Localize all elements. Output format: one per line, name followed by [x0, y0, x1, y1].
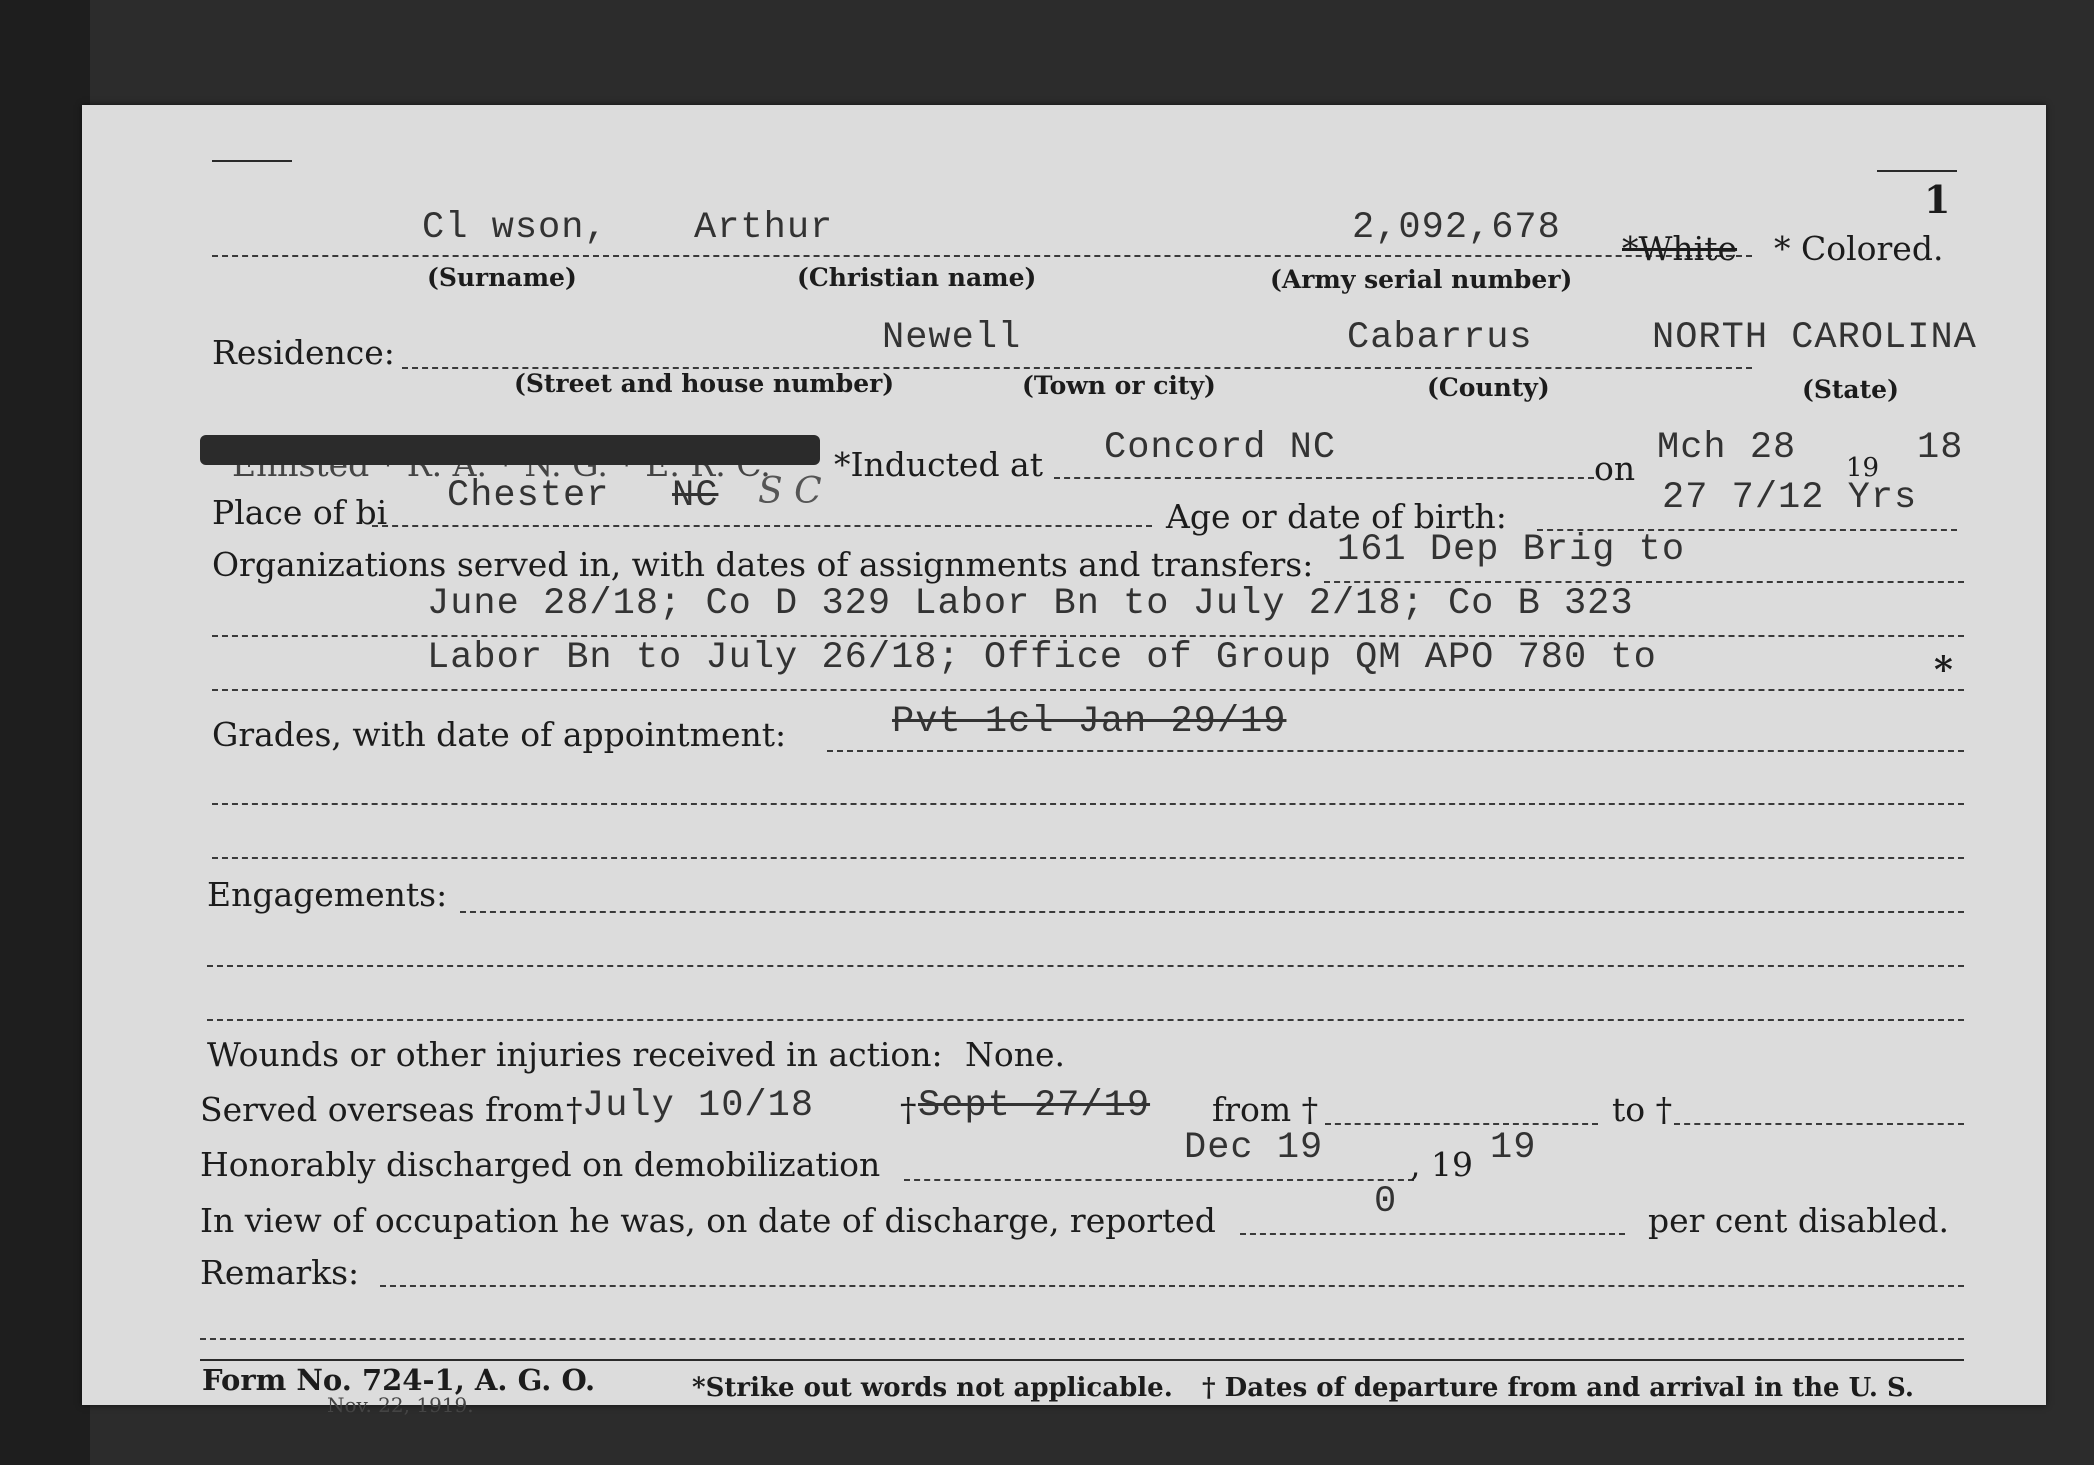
disability-suffix: per cent disabled. — [1648, 1201, 1950, 1240]
induction-date-value: Mch 28 — [1657, 427, 1797, 469]
discharge-year-value: 19 — [1490, 1127, 1537, 1169]
redaction-bar — [200, 435, 820, 465]
remarks-label: Remarks: — [200, 1253, 360, 1292]
birthplace-label: Place of bi — [212, 493, 388, 532]
grades-rule-3 — [212, 857, 1964, 859]
scan-border — [0, 0, 90, 1465]
state-value: NORTH CAROLINA — [1652, 317, 1977, 359]
top-left-mark — [212, 160, 292, 162]
overseas-to-value: Sept 27/19 — [918, 1085, 1151, 1127]
grades-rule-1 — [827, 750, 1964, 752]
induction-place-value: Concord NC — [1104, 427, 1337, 469]
birthplace-handwritten-state: S C — [758, 471, 822, 512]
discharge-label: Honorably discharged on demobilization — [200, 1145, 881, 1184]
wounds-label: Wounds or other injuries received in action: — [207, 1035, 943, 1074]
engagements-rule-1 — [460, 911, 1964, 913]
disability-value: 0 — [1374, 1181, 1398, 1223]
induction-place-rule — [1054, 477, 1594, 479]
on-label: on — [1594, 449, 1636, 488]
engagements-rule-3 — [207, 1019, 1964, 1021]
top-right-mark — [1877, 170, 1957, 172]
town-value: Newell — [882, 317, 1022, 359]
discharge-rule — [904, 1179, 1414, 1181]
race-white-label: *White — [1622, 229, 1738, 268]
serial-number-value: 2,092,678 — [1352, 207, 1561, 249]
grades-rule-2 — [212, 803, 1964, 805]
footnote-strike: *Strike out words not applicable. — [692, 1373, 1173, 1403]
engagements-label: Engagements: — [207, 875, 448, 914]
town-caption: (Town or city) — [1022, 371, 1216, 400]
organizations-line-1: 161 Dep Brig to — [1337, 529, 1686, 571]
christian-name-value: Arthur — [694, 207, 834, 249]
overseas-label: Served overseas from — [200, 1090, 565, 1129]
overseas-dagger-1: † — [566, 1090, 583, 1129]
surname-value: Cl wson, — [422, 207, 608, 249]
card-number: 1 — [1924, 177, 1951, 222]
organizations-label: Organizations served in, with dates of assignments and transfers: — [212, 545, 1314, 584]
organizations-star: * — [1934, 649, 1953, 691]
overseas-from2-rule — [1325, 1123, 1598, 1125]
remarks-rule-2 — [200, 1338, 1964, 1340]
organizations-rule-3 — [212, 689, 1964, 691]
engagements-rule-2 — [207, 965, 1964, 967]
surname-caption: (Surname) — [427, 263, 577, 292]
name-rule — [212, 255, 1752, 257]
form-date: Nov. 22, 1919. — [327, 1393, 474, 1417]
residence-label: Residence: — [212, 333, 395, 372]
birthplace-struck-state: NC — [672, 475, 719, 517]
state-caption: (State) — [1802, 375, 1899, 404]
overseas-to-rule — [1674, 1123, 1964, 1125]
overseas-dagger-2: † — [900, 1090, 917, 1129]
birthplace-rule — [372, 525, 1152, 527]
birthplace-value: Chester — [447, 475, 610, 517]
disability-rule — [1240, 1233, 1625, 1235]
organizations-line-2: June 28/18; Co D 329 Labor Bn to July 2/18; Co B 323 — [427, 583, 1634, 625]
county-caption: (County) — [1427, 373, 1550, 402]
service-record-card — [82, 105, 2046, 1417]
overseas-to-label: to † — [1612, 1090, 1673, 1129]
induction-year-value: 18 — [1917, 427, 1964, 469]
footer-rule — [200, 1359, 1964, 1361]
induction-year-prefix: 19 — [1846, 453, 1880, 483]
remarks-rule-1 — [380, 1285, 1964, 1287]
race-colored-label: * Colored. — [1774, 229, 1944, 268]
wounds-value: None. — [965, 1035, 1066, 1074]
footnote-dagger: † Dates of departure from and arrival in the U. S. — [1202, 1373, 1914, 1403]
age-value: 27 7/12 Yrs — [1662, 477, 1918, 519]
organizations-line-3: Labor Bn to July 26/18; Office of Group QM APO 780 to — [427, 637, 1657, 679]
county-value: Cabarrus — [1347, 317, 1533, 359]
grades-value: Pvt 1cl Jan 29/19 — [892, 701, 1287, 743]
age-label: Age or date of birth: — [1166, 497, 1507, 536]
discharge-date-value: Dec 19 — [1184, 1127, 1324, 1169]
inducted-label: *Inducted at — [834, 445, 1043, 484]
disability-label: In view of occupation he was, on date of discharge, reported — [200, 1201, 1216, 1240]
street-caption: (Street and house number) — [514, 369, 895, 398]
grades-label: Grades, with date of appointment: — [212, 715, 787, 754]
form-number: Form No. 724-1, A. G. O. — [202, 1363, 596, 1397]
discharge-year-prefix: , 19 — [1410, 1145, 1473, 1184]
christian-name-caption: (Christian name) — [797, 263, 1037, 292]
serial-caption: (Army serial number) — [1270, 265, 1573, 294]
overseas-from2-label: from † — [1212, 1090, 1319, 1129]
overseas-from-value: July 10/18 — [582, 1085, 815, 1127]
